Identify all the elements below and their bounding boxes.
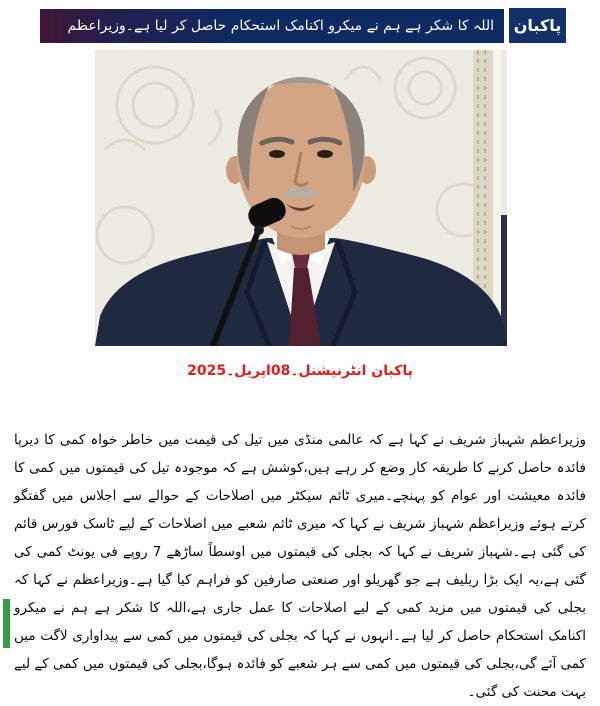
site-logo[interactable]: [509, 8, 566, 43]
headline-bar: [40, 9, 504, 43]
site-logo-text: پاکبان: [513, 16, 562, 35]
green-accent-bar: [3, 599, 10, 648]
article-body: وزیراعظم شہباز شریف نے کہا ہے کہ عالمی منڈی میں تیل کی قیمت میں خاطر خواہ کمی کا دیرپا فائدہ حاصل کرنے کا طریقہ کار وضع کر رہے ہیں،کوشش ہے کہ موجودہ تیل کی قیمتوں میں کمی کا فائدہ معیشت اور عوام کو پہنچے۔میری ٹائم سیکٹر میں اصلاحات کے حوالے سے اجلاس میں گفتگو کرتے ہوئے وزیراعظم شہباز شریف نے کہا کہ میری ٹائم شعبے میں اصلاحات کے لیے ٹاسک فورس قائم کی گئی ہے۔شہباز شریف نے کہا کہ بجلی کی قیمتوں میں اوسطاً ساڑھے 7 روپے فی یونٹ کمی کی گئی ہے،یہ ایک بڑا ریلیف ہے جو گھریلو اور صنعتی صارفین کو فراہم کیا گیا ہے۔وزیراعظم نے کہا کہ بجلی کی قیمتوں میں مزید کمی کے لیے اصلاحات کا عمل جاری ہے،اللہ کا شکر ہے ہم نے میکرو اکنامک استحکام حاصل کر لیا ہے۔انہوں نے کہا کہ بجلی کی قیمتوں میں کمی سے پیداواری لاگت میں کمی آئے گی،بجلی کی قیمتوں میں کمی سے ہر شعبے کو فائدہ ہوگا،بجلی کی قیمتوں میں کمی کے لیے بہت محنت کی گئی۔: [14, 432, 586, 700]
eye-left: [269, 150, 285, 158]
article-photo: [95, 50, 507, 346]
eye-right: [317, 150, 333, 158]
headline-text: اللہ کا شکر ہے ہم نے میکرو اکنامک استحکام حاصل کر لیا ہے۔وزیراعظم: [67, 18, 494, 34]
photo-illustration: [95, 50, 507, 346]
dateline: پاکبان انٹرنیشنل۔08اپریل۔2025: [187, 363, 413, 379]
